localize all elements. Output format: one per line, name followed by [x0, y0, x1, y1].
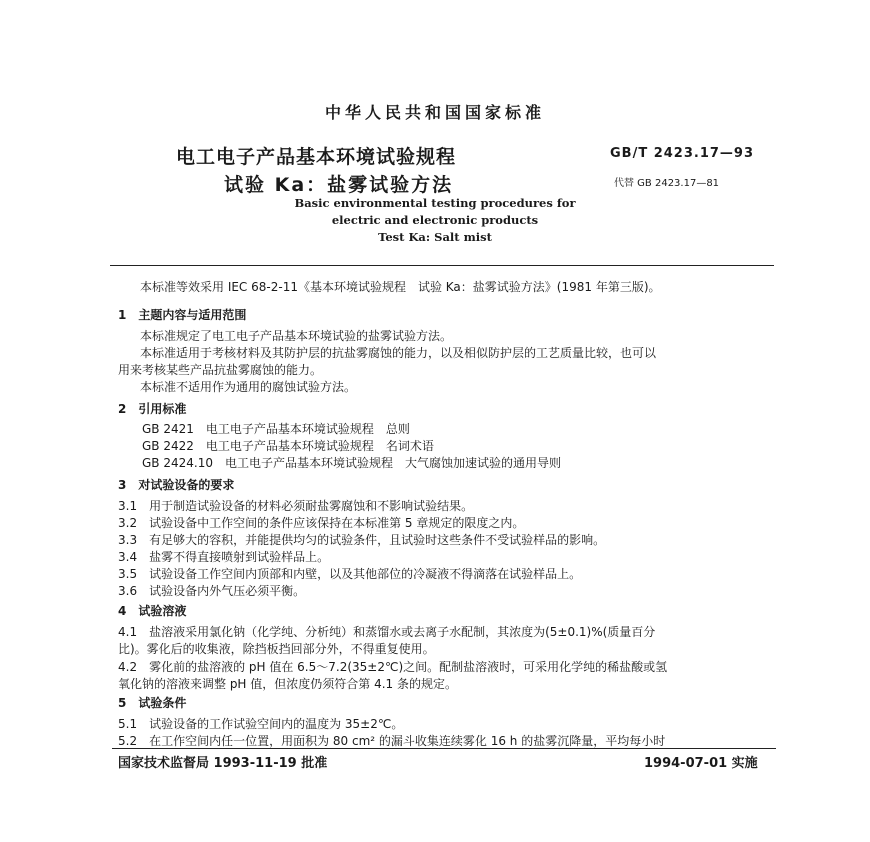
section-3-item: 3.1 用于制造试验设备的材料必须耐盐雾腐蚀和不影响试验结果。	[118, 499, 474, 513]
standard-number: GB/T 2423.17—93	[610, 146, 755, 161]
english-title-line-3: Test Ka: Salt mist	[378, 230, 492, 244]
reference-item: GB 2424.10 电工电子产品基本环境试验规程 大气腐蚀加速试验的通用导则	[142, 456, 561, 470]
section-1-line: 本标准适用于考核材料及其防护层的抗盐雾腐蚀的能力，以及相似防护层的工艺质量比较，也可以	[140, 346, 657, 360]
section-1-line: 本标准规定了电工电子产品基本环境试验的盐雾试验方法。	[140, 329, 453, 343]
section-4-line: 氧化钠的溶液来调整 pH 值，但浓度仍须符合第 4.1 条的规定。	[118, 677, 457, 691]
section-3-item: 3.5 试验设备工作空间内顶部和内壁，以及其他部位的冷凝液不得滴落在试验样品上。	[118, 567, 582, 581]
section-4-line: 比)。雾化后的收集液，除挡板挡回部分外，不得重复使用。	[118, 642, 435, 656]
section-5-heading: 5 试验条件	[118, 696, 187, 710]
section-3-item: 3.3 有足够大的容积，并能提供均匀的试验条件，且试验时这些条件不受试验样品的影响。	[118, 533, 606, 547]
section-3-item: 3.6 试验设备内外气压必须平衡。	[118, 584, 306, 598]
replaces-standard: 代替 GB 2423.17—81	[614, 178, 720, 189]
english-title-line-2: electric and electronic products	[331, 213, 539, 227]
document-title-line-2: 试验 Ka：盐雾试验方法	[224, 174, 454, 196]
section-4-line: 4.2 雾化前的盐溶液的 pH 值在 6.5～7.2(35±2℃)之间。配制盐溶液时，可采用化学纯的稀盐酸或氢	[118, 660, 668, 674]
section-3-item: 3.2 试验设备中工作空间的条件应该保持在本标准第 5 章规定的限度之内。	[118, 516, 525, 530]
effective-date: 1994-07-01 实施	[644, 756, 758, 771]
country-standard-heading: 中华人民共和国国家标准	[324, 103, 545, 122]
section-3-heading: 3 对试验设备的要求	[118, 478, 235, 492]
english-title-line-1: Basic environmental testing procedures for	[294, 196, 576, 210]
section-1-line: 用来考核某些产品抗盐雾腐蚀的能力。	[118, 363, 323, 377]
section-4-line: 4.1 盐溶液采用氯化钠（化学纯、分析纯）和蒸馏水或去离子水配制，其浓度为(5±0.1)%(质量百分	[118, 625, 656, 639]
reference-item: GB 2421 电工电子产品基本环境试验规程 总则	[142, 422, 410, 436]
section-3-item: 3.4 盐雾不得直接喷射到试验样品上。	[118, 550, 330, 564]
intro-statement: 本标准等效采用 IEC 68-2-11《基本环境试验规程 试验 Ka：盐雾试验方法》(1981 年第三版)。	[140, 280, 661, 294]
issued-by-approval: 国家技术监督局 1993-11-19 批准	[118, 756, 328, 771]
document-title-line-1: 电工电子产品基本环境试验规程	[176, 146, 457, 168]
section-1-line: 本标准不适用作为通用的腐蚀试验方法。	[140, 380, 357, 394]
section-5-line: 5.2 在工作空间内任一位置，用面积为 80 cm² 的漏斗收集连续雾化 16 h 的盐雾沉降量，平均每小时	[118, 734, 666, 748]
header-divider	[110, 265, 774, 266]
footer-divider	[112, 748, 776, 749]
reference-item: GB 2422 电工电子产品基本环境试验规程 名词术语	[142, 439, 434, 453]
section-5-line: 5.1 试验设备的工作试验空间内的温度为 35±2℃。	[118, 717, 404, 731]
section-4-heading: 4 试验溶液	[118, 604, 187, 618]
section-2-heading: 2 引用标准	[118, 402, 187, 416]
section-1-heading: 1 主题内容与适用范围	[118, 308, 247, 322]
